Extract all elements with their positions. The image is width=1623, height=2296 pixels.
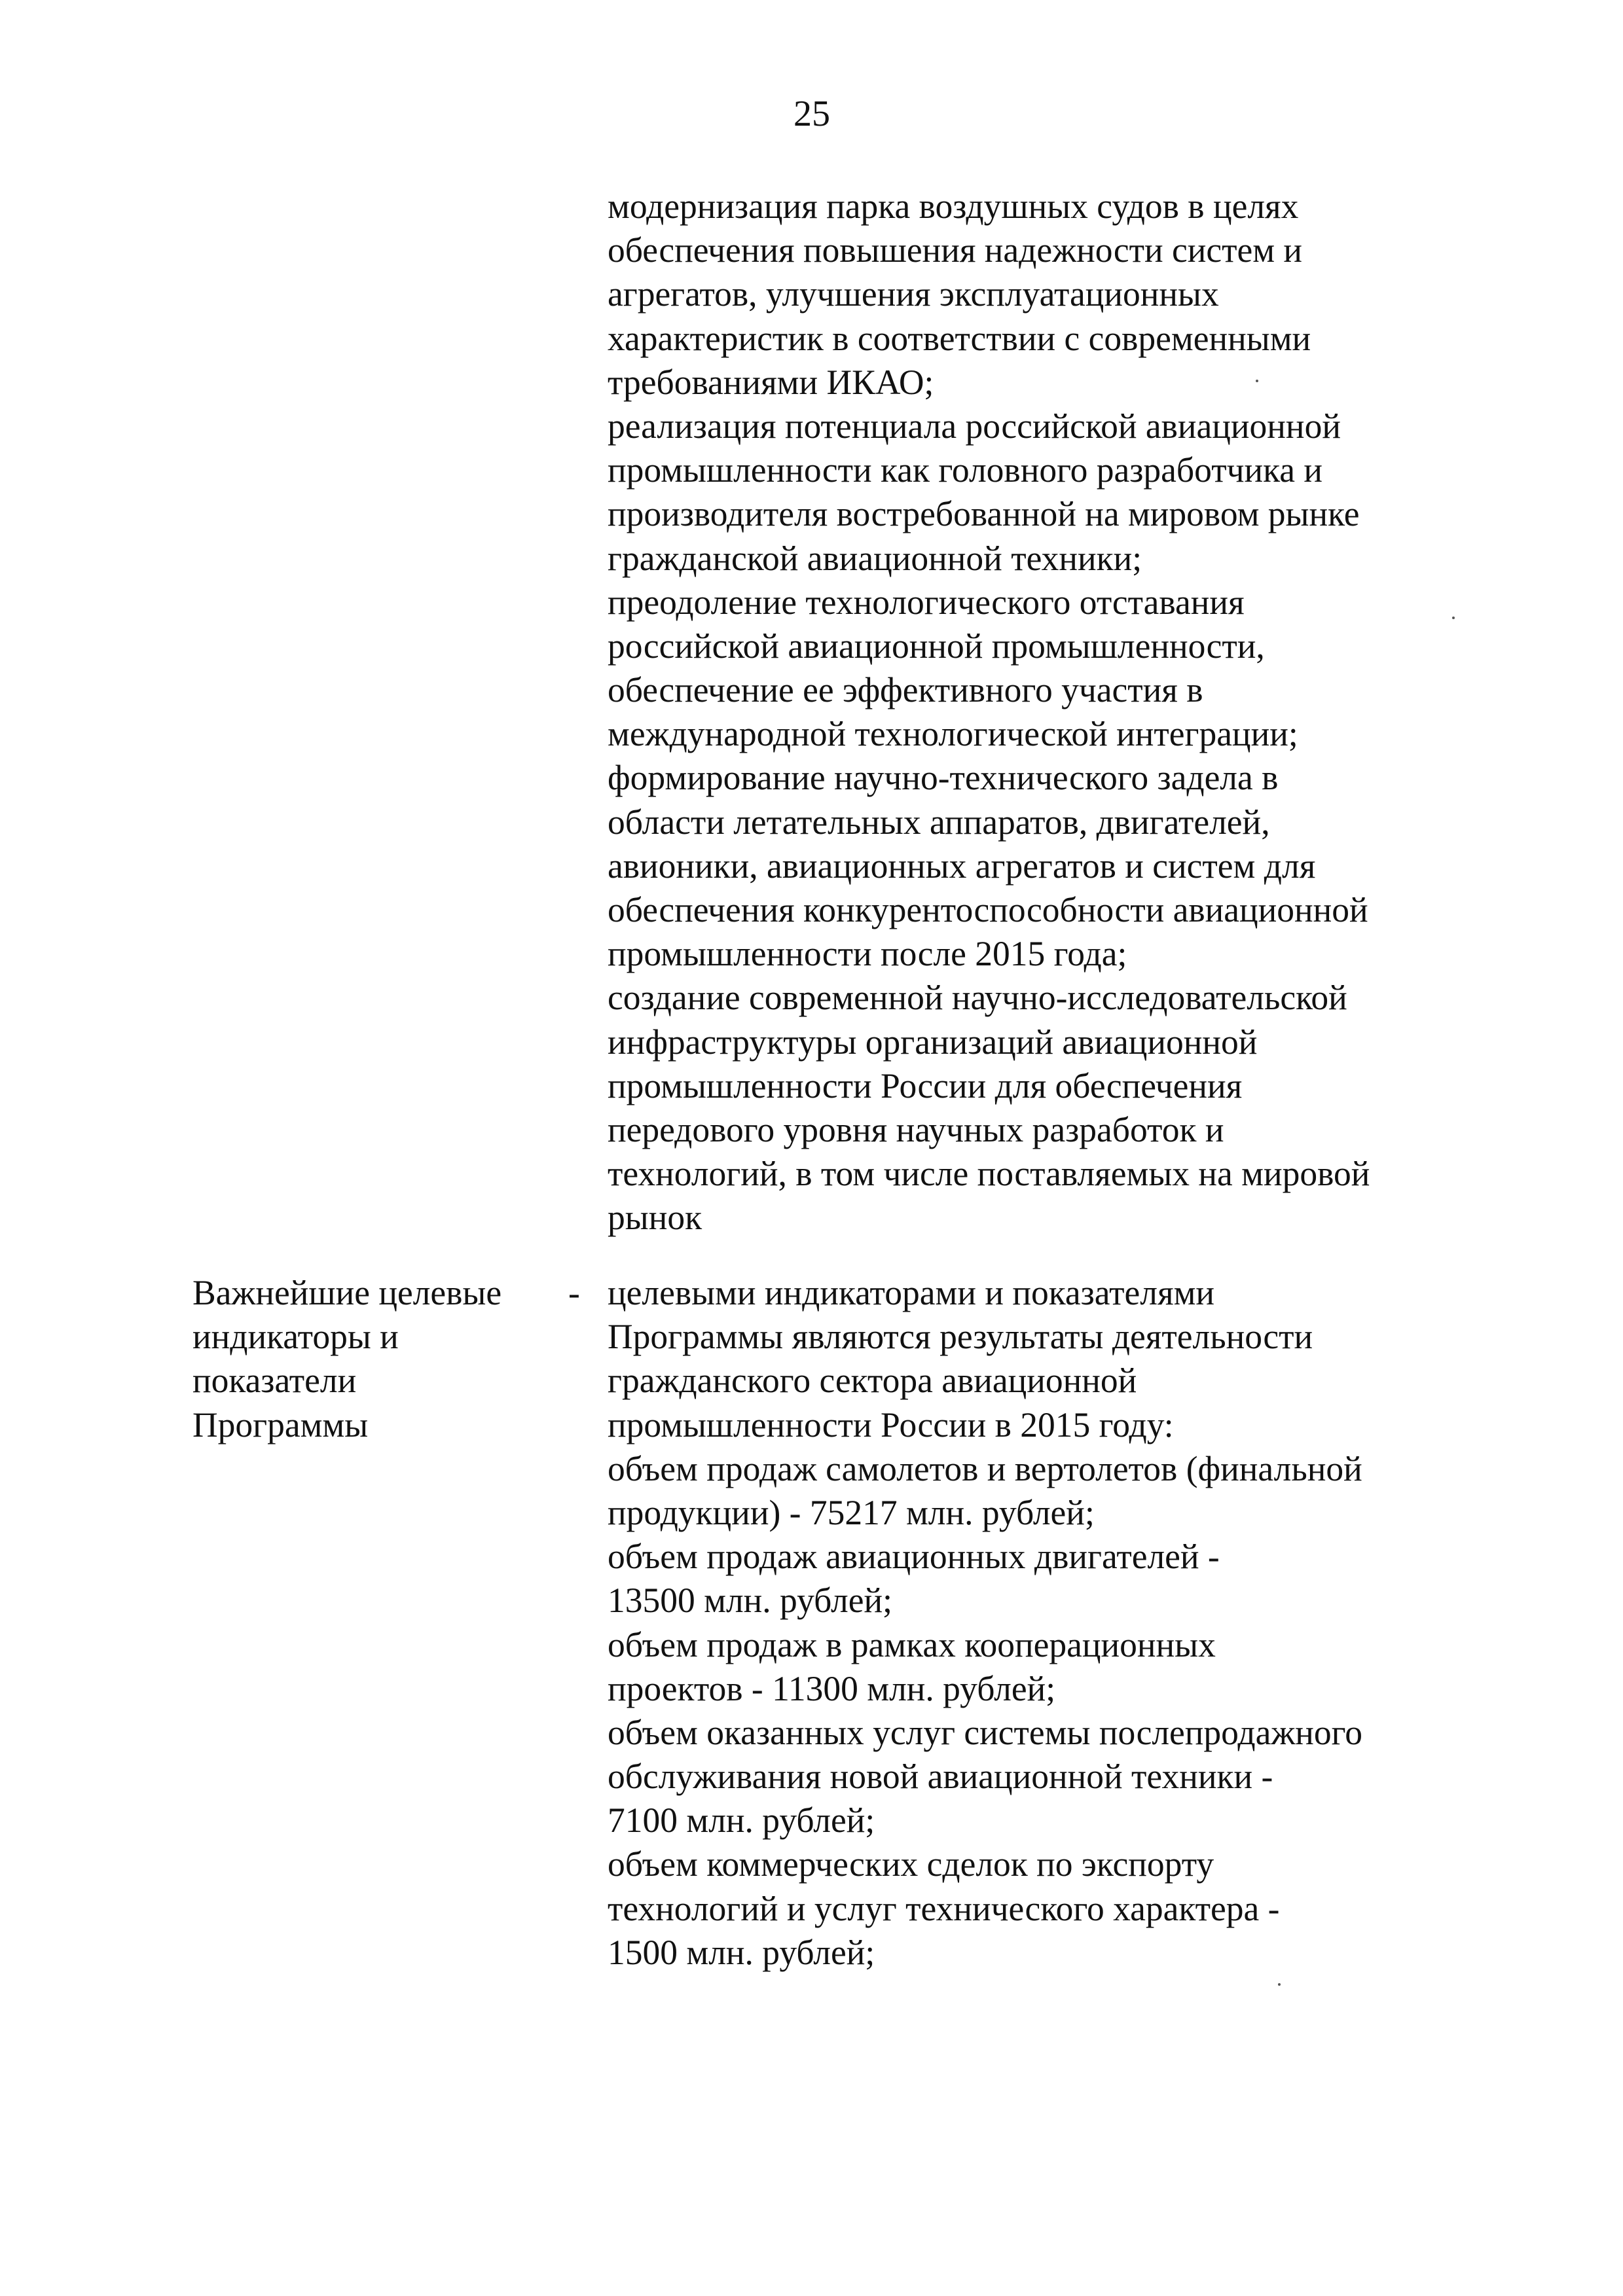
goals-line: авионики, авиационных агрегатов и систем для: [608, 846, 1316, 886]
goals-line: производителя востребованной на мировом рынке: [608, 494, 1360, 534]
goals-line: характеристик в соответствии с современными: [608, 318, 1311, 358]
indicator-line: 1500 млн. рублей;: [608, 1932, 875, 1972]
indicator-line: 7100 млн. рублей;: [608, 1801, 875, 1840]
goals-line: формирование научно-технического задела в: [608, 758, 1279, 798]
indicator-line: гражданского сектора авиационной: [608, 1361, 1137, 1401]
indicators-row-value: [608, 1271, 1459, 1975]
goals-line: требованиями ИКАО;: [608, 362, 934, 402]
label-line: Программы: [192, 1405, 369, 1444]
indicator-line: объем продаж в рамках кооперационных: [608, 1624, 1216, 1664]
indicator-line: продукции) - 75217 млн. рублей;: [608, 1492, 1095, 1532]
indicator-line: целевыми индикаторами и показателями: [608, 1273, 1215, 1312]
goals-line: технологий, в том числе поставляемых на мировой: [608, 1154, 1370, 1194]
goals-line: создание современной научно-исследовательской: [608, 978, 1347, 1018]
goals-continuation-text: [608, 185, 1459, 1240]
indicator-line: технологий и услуг технического характера -: [608, 1888, 1280, 1928]
indicator-line: Программы являются результаты деятельности: [608, 1317, 1313, 1357]
goals-line: обеспечение ее эффективного участия в: [608, 670, 1203, 710]
goals-line: промышленности России для обеспечения: [608, 1066, 1243, 1105]
goals-line: промышленности как головного разработчика и: [608, 450, 1323, 490]
indicator-line: обслуживания новой авиационной техники -: [608, 1757, 1273, 1797]
goals-line: передового уровня научных разработок и: [608, 1109, 1224, 1149]
scan-speck: [1256, 380, 1258, 382]
goals-line: российской авиационной промышленности,: [608, 626, 1265, 666]
indicator-line: промышленности России в 2015 году:: [608, 1405, 1174, 1444]
row-separator-dash: -: [568, 1273, 580, 1312]
scan-speck: [1452, 617, 1455, 619]
goals-line: области летательных аппаратов, двигателей,: [608, 802, 1270, 842]
goals-line: международной технологической интеграции;: [608, 714, 1298, 754]
goals-line: промышленности после 2015 года;: [608, 934, 1127, 974]
goals-line: преодоление технологического отставания: [608, 582, 1245, 622]
goals-line: модернизация парка воздушных судов в целях: [608, 187, 1299, 226]
indicators-row-label: [192, 1271, 559, 1447]
goals-line: агрегатов, улучшения эксплуатационных: [608, 274, 1219, 314]
label-line: индикаторы и: [192, 1317, 399, 1357]
indicator-line: проектов - 11300 млн. рублей;: [608, 1668, 1056, 1708]
page-number: 25: [793, 94, 830, 134]
indicator-line: объем продаж самолетов и вертолетов (финальной: [608, 1448, 1362, 1488]
indicator-line: объем коммерческих сделок по экспорту: [608, 1844, 1214, 1884]
goals-line: гражданской авиационной техники;: [608, 538, 1142, 578]
indicator-line: объем продаж авиационных двигателей -: [608, 1537, 1220, 1577]
goals-line: рынок: [608, 1198, 702, 1238]
goals-line: реализация потенциала российской авиационной: [608, 406, 1341, 446]
goals-line: инфраструктуры организаций авиационной: [608, 1022, 1258, 1062]
goals-line: обеспечения повышения надежности систем и: [608, 230, 1303, 270]
indicator-line: объем оказанных услуг системы послепродажного: [608, 1712, 1363, 1752]
scan-speck: [1278, 1983, 1281, 1986]
indicator-line: 13500 млн. рублей;: [608, 1581, 892, 1621]
goals-line: обеспечения конкурентоспособности авиационной: [608, 890, 1368, 929]
label-line: Важнейшие целевые: [192, 1273, 502, 1312]
label-line: показатели: [192, 1361, 357, 1401]
